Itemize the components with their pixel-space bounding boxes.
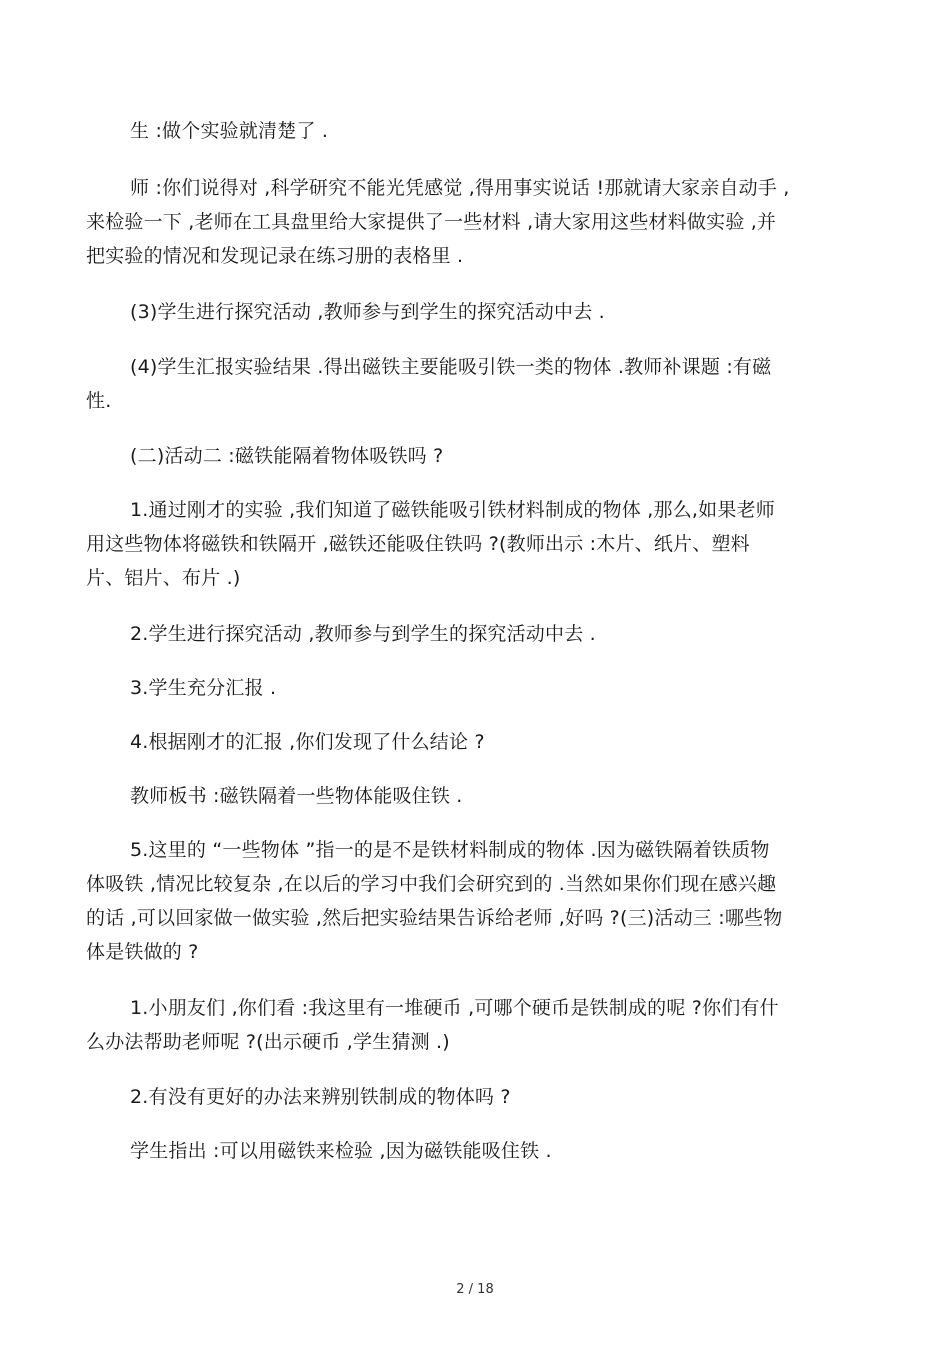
text-line: 么办法帮助老师呢 ?(出示硬币 ,学生猜测 .) <box>86 1031 450 1053</box>
text-line: 生 :做个实验就清楚了 . <box>130 120 329 142</box>
text-line: 体吸铁 ,情况比较复杂 ,在以后的学习中我们会研究到的 .当然如果你们现在感兴趣 <box>86 873 777 895</box>
text-line: 师 :你们说得对 ,科学研究不能光凭感觉 ,得用事实说话 !那就请大家亲自动手 , <box>130 177 790 199</box>
text-line: 5.这里的 “一些物体 ”指一的是不是铁材料制成的物体 .因为磁铁隔着铁质物 <box>130 839 770 861</box>
text-line: 用这些物体将磁铁和铁隔开 ,磁铁还能吸住铁吗 ?(教师出示 :木片、纸片、塑料 <box>86 533 750 555</box>
text-line: 学生指出 :可以用磁铁来检验 ,因为磁铁能吸住铁 . <box>130 1140 552 1162</box>
text-line: 片、铝片、布片 .) <box>86 567 241 589</box>
text-line: 1.通过刚才的实验 ,我们知道了磁铁能吸引铁材料制成的物体 ,那么,如果老师 <box>130 499 775 521</box>
text-line: 体是铁做的 ? <box>86 941 199 963</box>
text-line: 性. <box>86 390 112 412</box>
text-line: (4)学生汇报实验结果 .得出磁铁主要能吸引铁一类的物体 .教师补课题 :有磁 <box>130 356 772 378</box>
text-line: 的话 ,可以回家做一做实验 ,然后把实验结果告诉给老师 ,好吗 ?(三)活动三 :哪些物 <box>86 907 783 929</box>
text-line: 4.根据刚才的汇报 ,你们发现了什么结论 ? <box>130 731 485 753</box>
text-line: (二)活动二 :磁铁能隔着物体吸铁吗 ? <box>130 445 444 467</box>
text-line: 2.有没有更好的办法来辨别铁制成的物体吗 ? <box>130 1086 511 1108</box>
text-line: (3)学生进行探究活动 ,教师参与到学生的探究活动中去 . <box>130 301 605 323</box>
page-number: 2 / 18 <box>456 1282 494 1297</box>
text-line: 把实验的情况和发现记录在练习册的表格里 . <box>86 245 464 267</box>
text-line: 2.学生进行探究活动 ,教师参与到学生的探究活动中去 . <box>130 623 596 645</box>
text-line: 教师板书 :磁铁隔着一些物体能吸住铁 . <box>130 785 463 807</box>
text-line: 来检验一下 ,老师在工具盘里给大家提供了一些材料 ,请大家用这些材料做实验 ,并 <box>86 211 777 233</box>
text-line: 3.学生充分汇报 . <box>130 677 277 699</box>
text-line: 1.小朋友们 ,你们看 :我这里有一堆硬币 ,可哪个硬币是铁制成的呢 ?你们有什 <box>130 997 779 1019</box>
